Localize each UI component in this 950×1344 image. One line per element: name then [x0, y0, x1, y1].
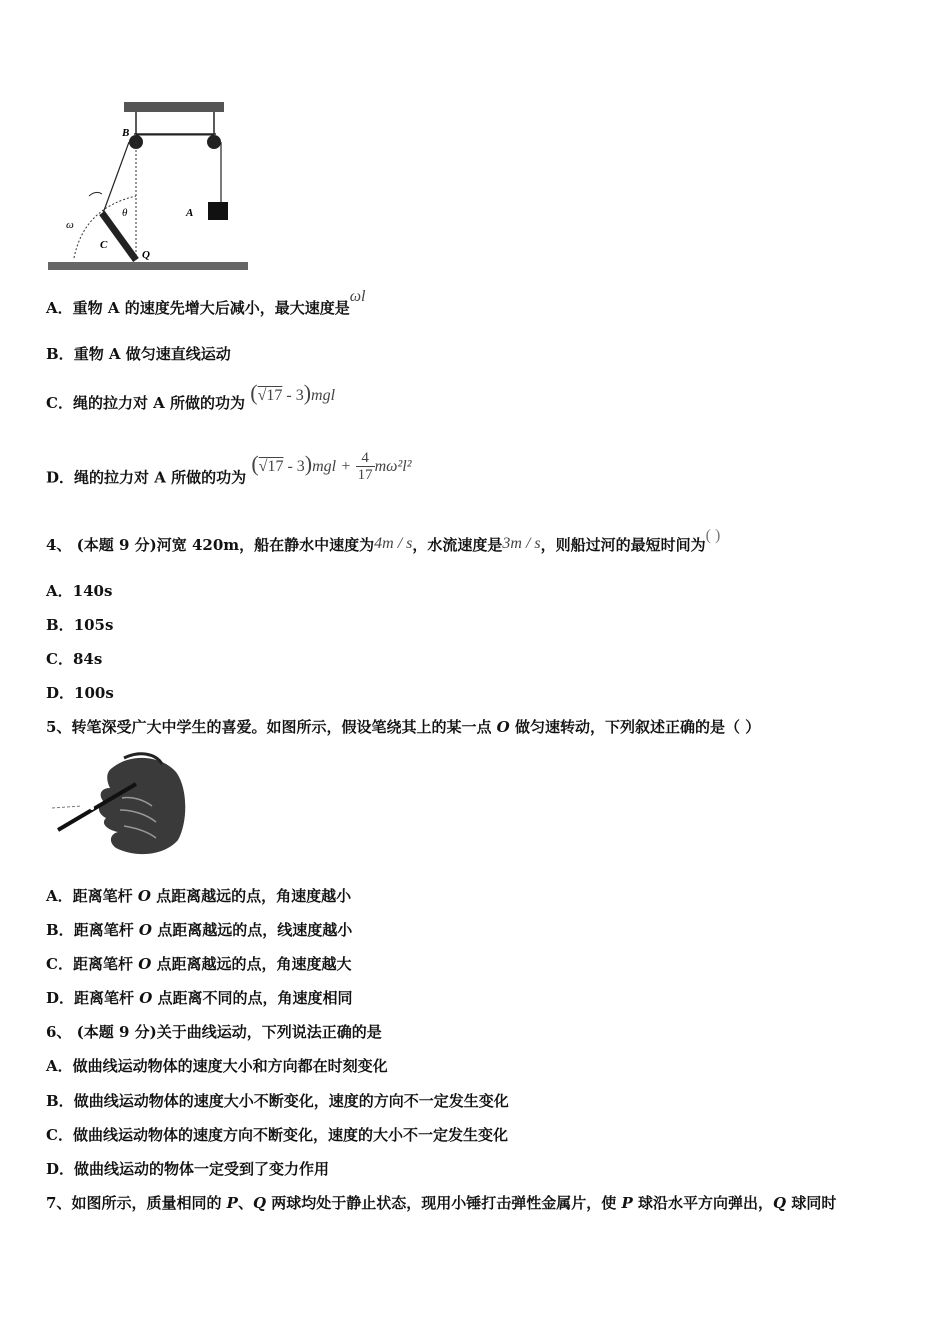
- math-paren: ): [303, 380, 312, 405]
- q4-option-d: [46, 683, 114, 703]
- rod-c: [102, 213, 136, 260]
- ball-p: P: [226, 1194, 238, 1212]
- math-minus: - 3: [282, 387, 304, 404]
- option-text: 100s: [74, 684, 114, 702]
- separator: 、: [237, 1194, 253, 1212]
- question-number: 4、: [46, 536, 72, 554]
- q3-option-c: [46, 380, 336, 414]
- answer-blank: ( ): [705, 527, 721, 544]
- q4-option-c: [46, 649, 102, 669]
- stem-text: 如图所示，质量相同的: [71, 1194, 227, 1212]
- q3-option-d: [46, 450, 412, 495]
- option-o: O: [139, 989, 153, 1007]
- q6-option-b: [46, 1091, 509, 1111]
- option-text: 重物 A 做匀速直线运动: [73, 345, 231, 363]
- option-label: A．: [46, 1057, 73, 1075]
- option-label: D．: [46, 1160, 75, 1178]
- q3-option-b: [46, 344, 231, 364]
- q4-option-b: [46, 615, 113, 635]
- q6-option-d: [46, 1159, 329, 1179]
- q7-stem: [46, 1193, 836, 1213]
- option-label: D．: [46, 684, 75, 702]
- question-number: 5、: [46, 718, 72, 736]
- option-text: 105s: [73, 616, 114, 634]
- stem-text: (本题 9 分)关于曲线运动，下列说法正确的是: [76, 1023, 382, 1041]
- option-label: B．: [46, 921, 74, 939]
- option-text: 做曲线运动物体的速度大小不断变化，速度的方向不一定发生变化: [73, 1092, 509, 1110]
- q5-stem: [46, 717, 760, 737]
- option-text: 距离笔杆: [72, 955, 139, 973]
- option-math: ωl: [349, 288, 366, 305]
- frac-numerator: 4: [356, 450, 375, 467]
- ball-q: Q: [252, 1194, 267, 1212]
- math-sqrt: √17: [257, 387, 283, 404]
- math-minus: - 3: [283, 457, 305, 475]
- option-label: B．: [46, 616, 74, 634]
- ceiling: [124, 102, 224, 112]
- stem-text: 做匀速转动，下列叙述正确的是（ ）: [509, 718, 761, 736]
- stem-text: 球沿水平方向弹出，: [632, 1194, 774, 1212]
- option-text: 距离笔杆: [72, 887, 138, 905]
- option-text: 84s: [72, 650, 103, 668]
- q5-option-b: [46, 920, 352, 940]
- label-omega: ω: [66, 219, 74, 231]
- math-tail: mgl: [311, 387, 336, 404]
- label-b: B: [122, 127, 130, 139]
- option-text: 做曲线运动的物体一定受到了变力作用: [74, 1160, 330, 1178]
- math-v1: 4m / s: [374, 535, 413, 552]
- math-v2: 3m / s: [502, 535, 541, 552]
- stem-text: 两球均处于静止状态，现用小锤打击弹性金属片，使: [266, 1194, 622, 1212]
- frac-denominator: 17: [357, 467, 373, 483]
- ball-q: Q: [773, 1194, 787, 1212]
- q4-option-a: [46, 581, 112, 601]
- option-label: C．: [46, 955, 73, 973]
- q5-option-a: [46, 886, 351, 906]
- option-text: 点距离越远的点，角速度越大: [151, 955, 352, 973]
- question-number: 6、: [46, 1023, 72, 1041]
- option-label: C．: [46, 1126, 73, 1144]
- ball-p: P: [621, 1194, 633, 1212]
- option-label: C．: [46, 650, 73, 668]
- option-text: 距离笔杆: [74, 989, 140, 1007]
- hand-pen-image: [52, 748, 190, 860]
- option-o: O: [138, 955, 152, 973]
- q5-option-c: [46, 954, 352, 974]
- option-label: D．: [46, 468, 75, 487]
- stem-text: ，水流速度是: [412, 536, 503, 554]
- option-text: 点距离越远的点，角速度越小: [150, 887, 352, 905]
- label-c: C: [100, 239, 108, 251]
- q4-stem: [46, 527, 721, 556]
- option-text: 140s: [72, 582, 113, 600]
- math-plus: +: [341, 457, 351, 475]
- q3-option-a: [46, 288, 366, 319]
- option-text: 点距离越远的点，线速度越小: [152, 921, 353, 939]
- option-text: 做曲线运动物体的速度大小和方向都在时刻变化: [72, 1057, 388, 1075]
- question-number: 7、: [46, 1194, 72, 1212]
- label-a: A: [186, 207, 194, 219]
- label-theta: θ: [122, 207, 128, 219]
- math-tail: mgl: [312, 457, 337, 475]
- pulley-right: [207, 135, 221, 149]
- stem-text: 转笔深受广大中学生的喜爱。如图所示，假设笔绕其上的某一点: [71, 718, 497, 736]
- option-text: 距离笔杆: [73, 921, 139, 939]
- math-end: mω²l²: [374, 457, 412, 475]
- ground: [48, 262, 248, 270]
- math-paren: (: [251, 450, 259, 476]
- option-text: 绳的拉力对 A 所做的功为: [74, 468, 247, 487]
- option-label: D．: [46, 989, 75, 1007]
- option-text: 绳的拉力对 A 所做的功为: [72, 394, 246, 412]
- option-label: B．: [46, 1092, 74, 1110]
- option-text: 做曲线运动物体的速度方向不断变化，速度的大小不一定发生变化: [72, 1126, 508, 1144]
- option-label: A．: [46, 887, 73, 905]
- stem-text: ，则船过河的最短时间为: [540, 536, 706, 554]
- q6-option-c: [46, 1125, 508, 1145]
- stem-text: 球同时: [786, 1194, 837, 1212]
- weight-a: [208, 202, 228, 220]
- option-o: O: [138, 921, 152, 939]
- option-text: 重物 A 的速度先增大后减小，最大速度是: [72, 299, 350, 317]
- option-text: 点距离不同的点，角速度相同: [152, 989, 353, 1007]
- stem-text: (本题 9 分)河宽 420m，船在静水中速度为: [76, 536, 375, 554]
- math-fraction: [356, 450, 375, 483]
- math-paren: ): [304, 450, 313, 476]
- option-label: C．: [46, 394, 73, 412]
- stem-o: O: [496, 718, 510, 736]
- label-q: Q: [142, 249, 150, 261]
- option-label: A．: [46, 299, 73, 317]
- math-paren: (: [250, 380, 258, 405]
- q6-option-a: [46, 1056, 388, 1076]
- option-o: O: [137, 887, 151, 905]
- q5-option-d: [46, 988, 353, 1008]
- math-sqrt: √17: [258, 457, 284, 475]
- pulley-diagram: [44, 98, 254, 276]
- q6-stem: [46, 1022, 382, 1042]
- option-label: A．: [46, 582, 73, 600]
- option-label: B．: [46, 345, 74, 363]
